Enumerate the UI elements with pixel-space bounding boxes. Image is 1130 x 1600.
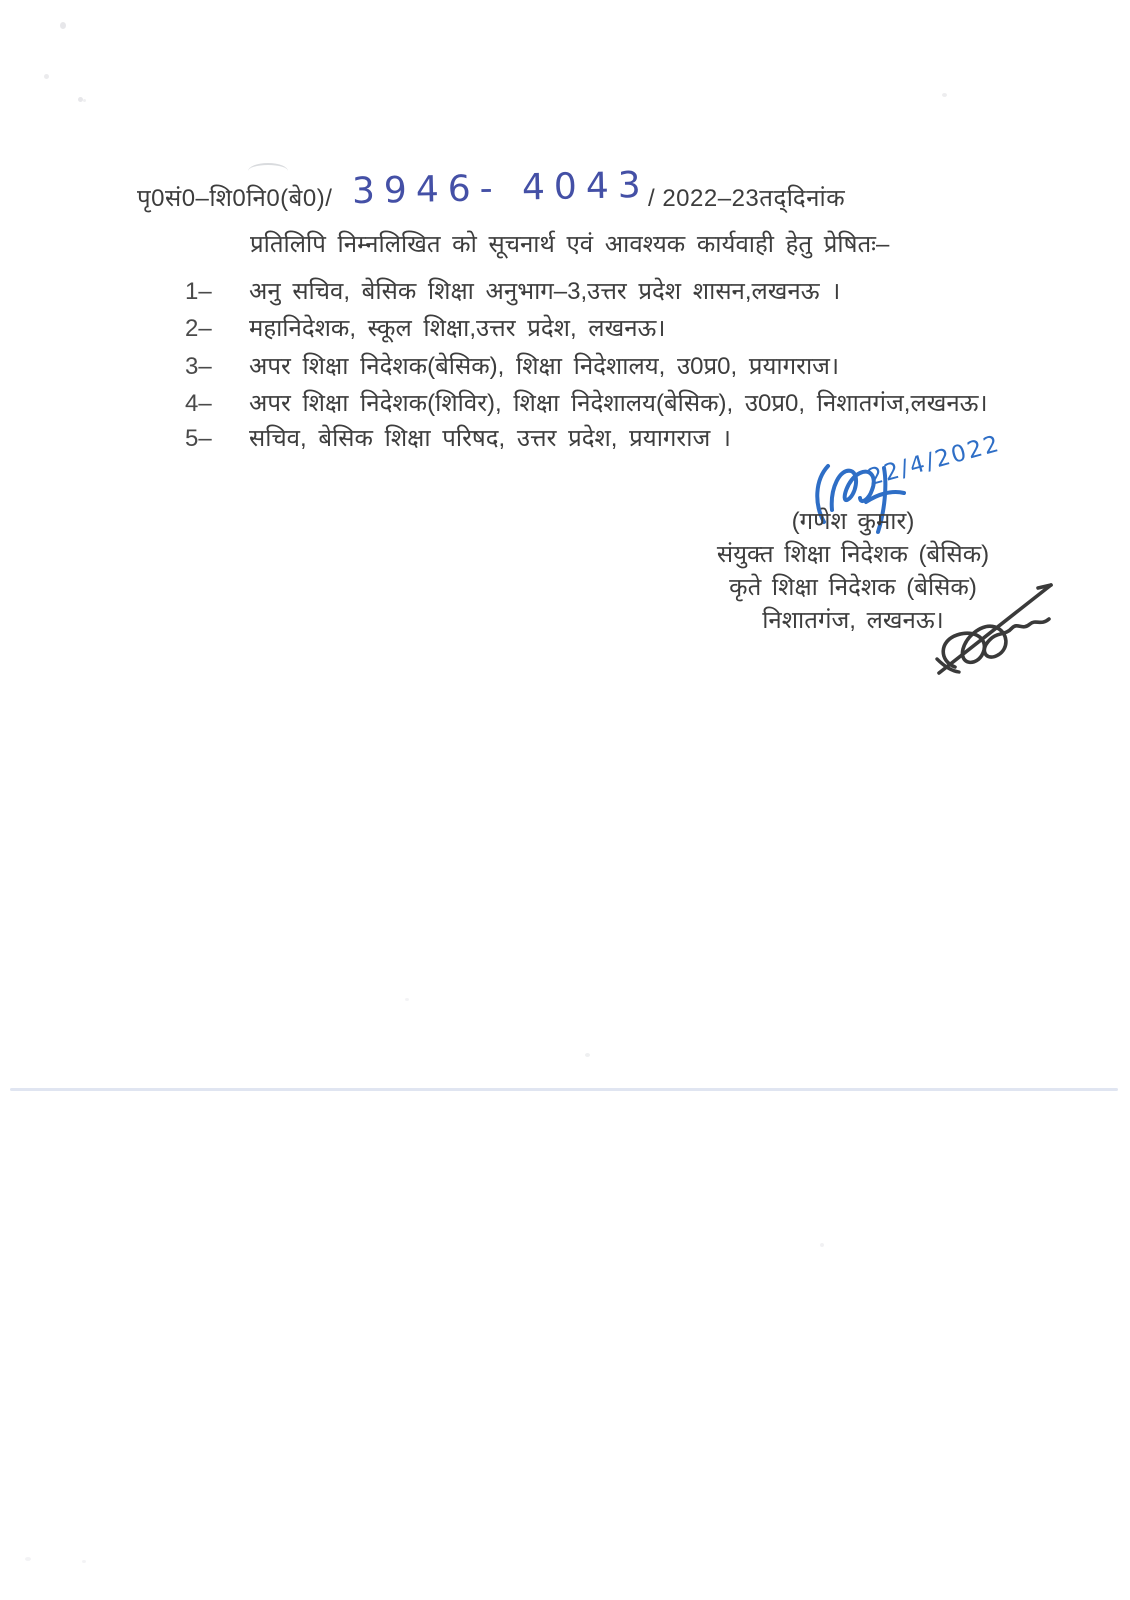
recipient-text: महानिदेशक, स्कूल शिक्षा,उत्तर प्रदेश, लखनऊ। bbox=[249, 315, 666, 342]
recipient-number: 3– bbox=[185, 353, 212, 380]
scan-speck bbox=[405, 998, 409, 1001]
scan-divider-line bbox=[10, 1088, 1118, 1091]
recipient-number: 2– bbox=[185, 315, 212, 342]
recipient-number: 5– bbox=[185, 425, 212, 452]
scan-speck bbox=[820, 1243, 824, 1247]
handwritten-date: 22/4/2022 bbox=[865, 430, 1004, 491]
signatory-title-1: संयुक्त शिक्षा निदेशक (बेसिक) bbox=[716, 541, 990, 568]
signature-scribble-dark bbox=[925, 575, 1067, 677]
signatory-title-2: कृते शिक्षा निदेशक (बेसिक) bbox=[729, 574, 977, 601]
handwritten-dispatch-number: 3946- 4043 bbox=[351, 164, 651, 213]
recipient-text: अपर शिक्षा निदेशक(बेसिक), शिक्षा निदेशालय, उ0प्र0, प्रयागराज। bbox=[249, 353, 840, 380]
scan-speck bbox=[942, 93, 947, 97]
recipient-row bbox=[185, 311, 1090, 344]
scan-artifact-arc bbox=[248, 163, 288, 179]
copy-forwarding-intro: प्रतिलिपि निम्नलिखित को सूचनार्थ एवं आवश्यक कार्यवाही हेतु प्रेषितः– bbox=[250, 231, 890, 258]
recipient-text: अनु सचिव, बेसिक शिक्षा अनुभाग–3,उत्तर प्रदेश शासन,लखनऊ । bbox=[249, 278, 841, 305]
scan-speck bbox=[44, 74, 49, 79]
recipient-row bbox=[185, 386, 1090, 419]
recipient-number: 1– bbox=[185, 278, 212, 305]
recipient-number: 4– bbox=[185, 390, 212, 417]
signatory-name: (गणेश कुमार) bbox=[791, 508, 915, 535]
recipient-text: अपर शिक्षा निदेशक(शिविर), शिक्षा निदेशालय(बेसिक), उ0प्र0, निशातगंज,लखनऊ। bbox=[249, 390, 988, 417]
signatory-location: निशातगंज, लखनऊ। bbox=[762, 607, 944, 634]
scan-speck bbox=[60, 22, 66, 29]
recipient-row bbox=[185, 349, 1090, 382]
scan-speck bbox=[25, 1557, 31, 1561]
scan-speck bbox=[82, 1560, 86, 1563]
scan-speck bbox=[585, 1053, 590, 1057]
ref-number-prefix: पृ0सं0–शि0नि0(बे0)/ bbox=[137, 185, 333, 212]
scan-speck bbox=[83, 99, 86, 102]
recipient-row bbox=[185, 274, 1090, 307]
recipient-text: सचिव, बेसिक शिक्षा परिषद, उत्तर प्रदेश, प्रयागराज । bbox=[249, 425, 732, 452]
ref-number-suffix: / 2022–23तद्‌दिनांक bbox=[648, 185, 846, 212]
